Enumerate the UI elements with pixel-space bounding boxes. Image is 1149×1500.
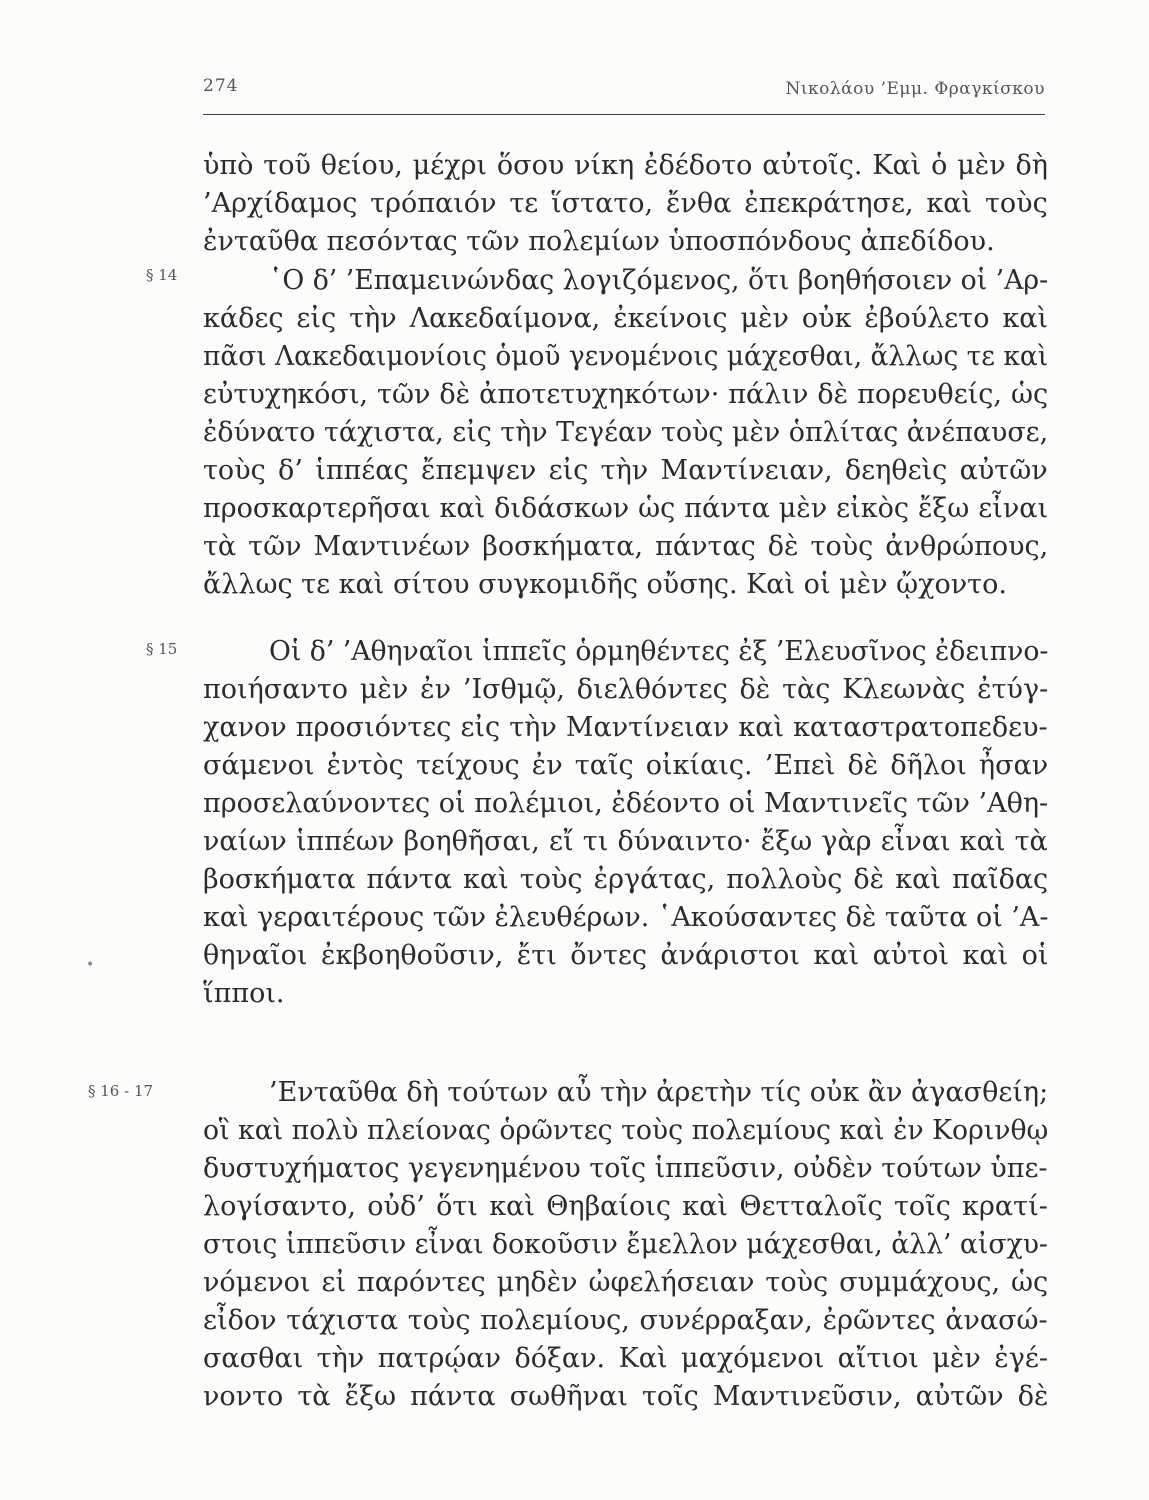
body-line: ποιήσαντο μὲν ἐν ’Ισθμῷ, διελθόντες δὲ τὰς Κλεωνὰς ἐτύγ- [203,674,1049,705]
running-title: Νικολάου ’Εμμ. Φραγκίσκου [785,79,1045,99]
body-line: τοὺς δ’ ἱππέας ἔπεμψεν εἰς τὴν Μαντίνειαν, δεηθεὶς αὐτῶν [203,455,1048,486]
body-line: ἵπποι. [203,978,285,1009]
body-line: εἶδον τάχιστα τοὺς πολεμίους, συνέρραξαν, ἐρῶντες ἀνασώ- [203,1305,1048,1336]
body-line: προσκαρτερῆσαι καὶ διδάσκων ὡς πάντα μὲν εἰκὸς ἔξω εἶναι [203,493,1049,524]
body-line: Οἱ δ’ ’Αθηναῖοι ἱππεῖς ὁρμηθέντες ἐξ ’Ελευσῖνος ἐδειπνο- [269,636,1049,667]
body-line: σάμενοι ἐντὸς τείχους ἐν ταῖς οἰκίαις. ’Επεὶ δὲ δῆλοι ἦσαν [203,750,1049,781]
body-line: προσελαύνοντες οἱ πολέμιοι, ἐδέοντο οἱ Μαντινεῖς τῶν ’Αθη- [203,788,1049,819]
body-line: νόμενοι εἰ παρόντες μηδὲν ὠφελήσειαν τοὺς συμμάχους, ὡς [203,1267,1049,1298]
section-marker-16-17: § 16 - 17 [88,1082,154,1100]
body-line: δυστυχήματος γεγενημένου τοῖς ἱππεῦσιν, οὐδὲν τούτων ὑπε- [203,1153,1048,1184]
body-line: στοις ἱππεῦσιν εἶναι δοκοῦσιν ἔμελλον μάχεσθαι, ἀλλ’ αἰσχυ- [203,1229,1048,1260]
body-line: κάδες εἰς τὴν Λακεδαίμονα, ἐκείνοις μὲν οὐκ ἐβούλετο καὶ [203,303,1049,334]
body-line: ῾Ο δ’ ’Επαμεινώνδας λογιζόμενος, ὅτι βοηθήσοιεν οἱ ’Αρ- [269,265,1049,296]
body-line: ἐνταῦθα πεσόντας τῶν πολεμίων ὑποσπόνδους ἀπεδίδου. [203,226,995,257]
header-rule [203,114,1045,115]
body-line: θηναῖοι ἐκβοηθοῦσιν, ἔτι ὄντες ἀνάριστοι καὶ αὐτοὶ καὶ οἱ [203,940,1049,971]
body-line: ’Ενταῦθα δὴ τούτων αὖ τὴν ἀρετὴν τίς οὐκ ἂν ἀγασθείη; [269,1077,1049,1108]
body-line: ναίων ἱππέων βοηθῆσαι, εἴ τι δύναιντο· ἔξω γὰρ εἶναι καὶ τὰ [203,826,1048,857]
body-line: πᾶσι Λακεδαιμονίοις ὁμοῦ γενομένοις μάχεσθαι, ἄλλως τε καὶ [203,341,1049,372]
body-line: ἐδύνατο τάχιστα, εἰς τὴν Τεγέαν τοὺς μὲν ὁπλίτας ἀνέπαυσε, [203,417,1049,448]
section-marker-14: § 14 [146,266,178,284]
page-number: 274 [203,76,239,96]
body-line: χανον προσιόντες εἰς τὴν Μαντίνειαν καὶ καταστρατοπεδευ- [203,712,1048,743]
body-line: σασθαι τὴν πατρῴαν δόξαν. Καὶ μαχόμενοι αἴτιοι μὲν ἐγέ- [203,1343,1048,1374]
body-line: βοσκήματα πάντα καὶ τοὺς ἐργάτας, πολλοὺς δὲ καὶ παῖδας [203,864,1049,895]
stray-dot-mark: • [86,957,95,973]
body-line: τὰ τῶν Μαντινέων βοσκήματα, πάντας δὲ τοὺς ἀνθρώπους, [203,531,1049,562]
body-line: νοντο τὰ ἔξω πάντα σωθῆναι τοῖς Μαντινεῦσιν, αὐτῶν δὲ [203,1381,1049,1412]
section-marker-15: § 15 [146,640,178,658]
body-line: λογίσαντο, οὐδ’ ὅτι καὶ Θηβαίοις καὶ Θετταλοῖς τοῖς κρατί- [203,1191,1048,1222]
body-line: οἳ καὶ πολὺ πλείονας ὁρῶντες τοὺς πολεμίους καὶ ἐν Κορινθῳ [203,1115,1049,1146]
body-line: ὑπὸ τοῦ θείου, μέχρι ὅσου νίκη ἐδέδοτο αὐτοῖς. Καὶ ὁ μὲν δὴ [203,150,1048,181]
body-line: εὐτυχηκόσι, τῶν δὲ ἀποτετυχηκότων· πάλιν δὲ πορευθείς, ὡς [203,379,1049,410]
body-line: ἄλλως τε καὶ σίτου συγκομιδῆς οὔσης. Καὶ οἱ μὲν ᾤχοντο. [203,569,1007,600]
body-line: καὶ γεραιτέρους τῶν ἐλευθέρων. ῾Ακούσαντες δὲ ταῦτα οἱ ’Α- [203,902,1049,933]
body-line: ’Αρχίδαμος τρόπαιόν τε ἵστατο, ἔνθα ἐπεκράτησε, καὶ τοὺς [203,188,1048,219]
